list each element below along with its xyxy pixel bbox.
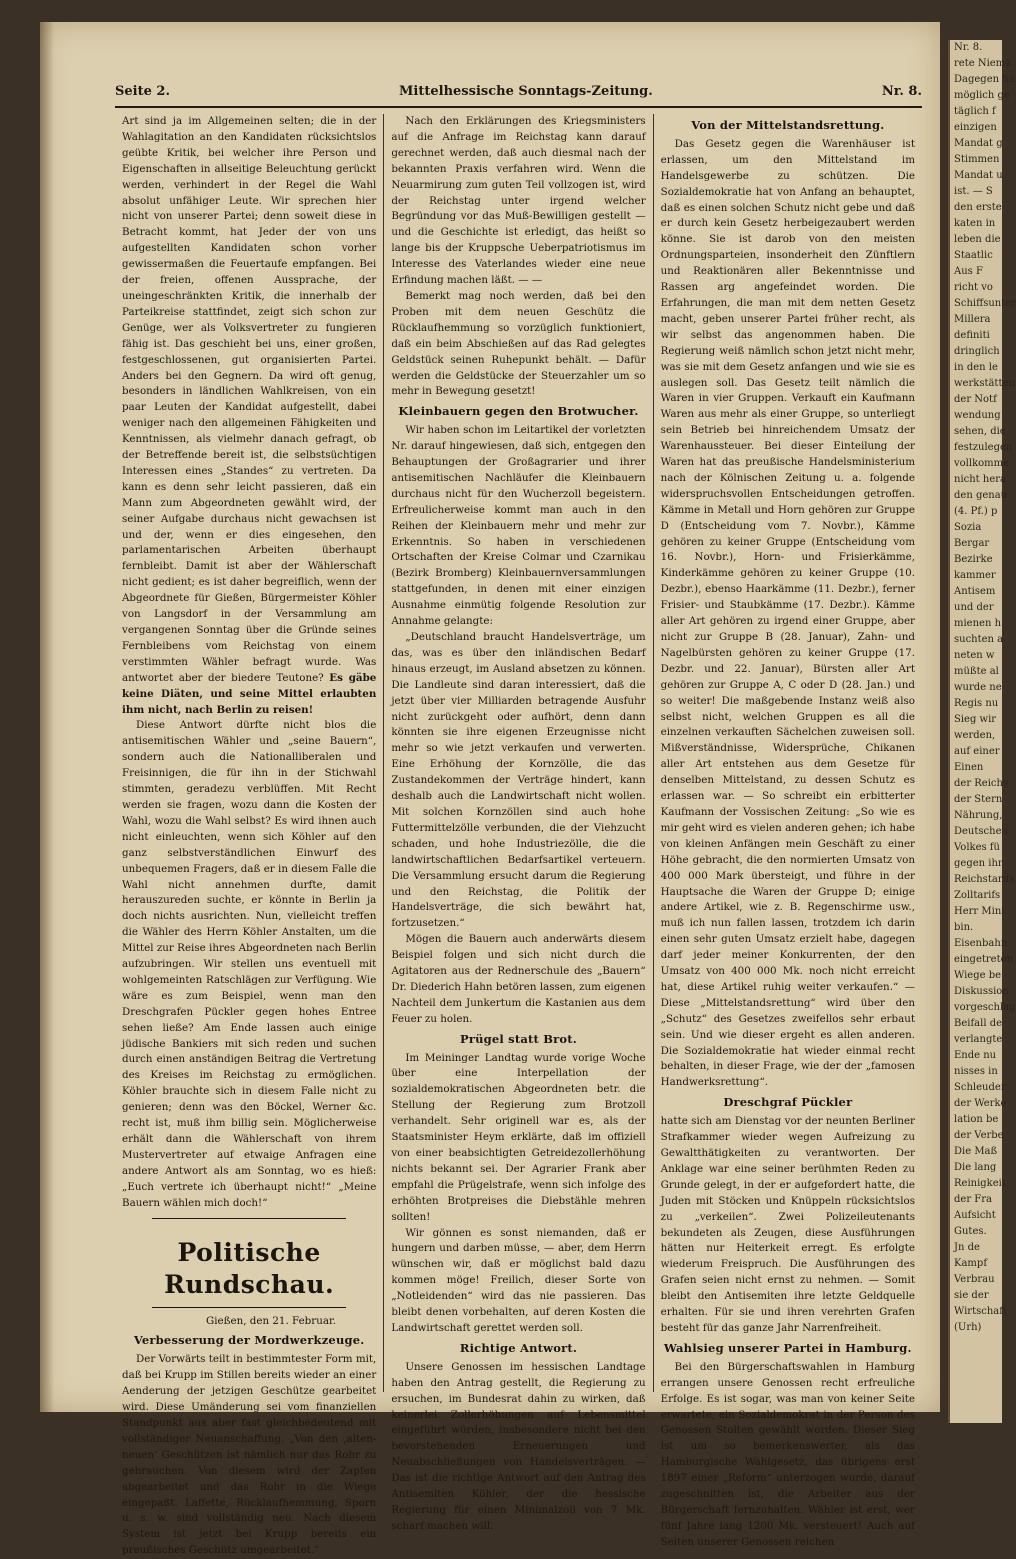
column-2 — [383, 114, 652, 1532]
section-rule — [152, 1307, 346, 1308]
edge-fragment: Sozia — [954, 522, 982, 533]
edge-fragment: Wirtschaft — [954, 1306, 1007, 1317]
edge-fragment: mienen h — [954, 618, 1002, 629]
edge-fragment: rete Niema — [954, 58, 1012, 69]
article-paragraph: Art sind ja im Allgemeinen selten; die in der Wahlagitation an den Kandidaten rücksichtslos geübte Kritik, bei welcher ihre Person und Eigenschaften in allseitige Beleuchtung gerückt werden, verhindert in der Regel die Wahl absolut unfähiger Leute. Wir sprechen hier nicht von unserer Partei; denn soweit diese in Betracht kommt, hat Jeder der von uns aufgestellten Kandidaten schon vorher gewissermaßen die Feuertaufe empfangen. Bei der freien, offenen Aussprache, der uneingeschränkten Kritik, die innerhalb der Parteikreise stattfindet, zeigt sich schon zur Genüge, wer als Volksvertreter zu fungieren fähig ist. Das geschieht bei uns, einer großen, festgeschlossenen, gut organisierten Partei. Anders bei den Gegnern. Da wird oft genug, besonders in ländlichen Wahlkreisen, von ein paar Leuten der Kandidat aufgestellt, dabei weniger nach den allgemeinen Fähigkeiten und Kenntnissen, als vielmehr danach gefragt, ob der Betreffende bereit ist, die selbstsüchtigen Interessen eines „Standes“ zu vertreten. Da kann es denn sehr leicht passieren, daß ein Mann zum Abgeordneten gewählt wird, der seiner Aufgabe durchaus nicht gewachsen ist und der, wenn er dies eingesehen, den parlamentarischen Arbeiten überhaupt fernbleibt. Damit ist aber der Wählerschaft nicht gedient; es ist daher begreiflich, wenn der Abgeordnete für Gießen, Bürgermeister Köhler von Langsdorf in der Versammlung am vergangenen Sonntag über die Gründe seines Fernbleibens vom Reichstag von einem verstimmten Wähler befragt wurde. Was antwortet aber der biedere Teutone? Es gäbe keine Diäten, und seine Mittel erlaubten ihm nicht, nach Berlin zu reisen! — [122, 115, 377, 716]
edge-fragment: Die Maß — [954, 1146, 998, 1157]
edge-fragment: ist. — S — [954, 186, 993, 197]
edge-fragment: Wiege be — [954, 970, 1002, 981]
edge-fragment: der Verbe — [954, 1130, 1004, 1141]
article-title: Kleinbauern gegen den Brotwucher. — [398, 404, 639, 419]
edge-fragment: Schiffsunter — [954, 298, 1016, 309]
edge-fragment: der Fra — [954, 1194, 992, 1205]
quote-bold: Es gäbe keine Diäten, und seine Mittel erlaubten ihm nicht, nach Berlin zu reisen! — [122, 671, 377, 716]
newspaper-title: Mittelhessische Sonntags-Zeitung. — [399, 83, 653, 99]
article-paragraph: hatte sich am Dienstag vor der neunten Berliner Strafkammer wieder wegen Aufreizung zu Gewaltthätigkeiten zu verantworten. Der Anklage war eine seiner berühmten Reden zu Grunde gelegt, in der er aufgefordert hatte, die Juden mit Stöcken und Knüppeln rücksichtslos zu „verkeilen“. Zwei Polizeileutenants bekundeten als Zeugen, diese Ausführungen hätten nur Heiterkeit erregt. Es erfolgte wiederum Freispruch. Die Ausführungen des Grafen seien nicht ernst zu nehmen. — Somit bleibt den Antisemiten ihre letzte Geldquelle erhalten. Für sie und ihren verehrten Grafen besteht für das ganze Jahr Narrenfreiheit. — [660, 1115, 915, 1334]
edge-fragment: Sieg wir — [954, 714, 997, 725]
edge-fragment: Bergar — [954, 538, 990, 549]
edge-fragment: Staatlic — [954, 250, 993, 261]
edge-fragment: müßte al — [954, 666, 999, 677]
edge-fragment: nicht hera — [954, 474, 1006, 485]
edge-fragment: gegen ihr — [954, 858, 1003, 869]
edge-fragment: Antisem — [954, 586, 996, 597]
edge-fragment: einzigen — [954, 122, 997, 133]
edge-fragment: Stimmen — [954, 154, 1000, 165]
edge-fragment: der Stern — [954, 794, 1003, 805]
edge-fragment: vorgeschlag — [954, 1002, 1016, 1013]
edge-fragment: vollkomme — [954, 458, 1010, 469]
edge-fragment: Einen — [954, 762, 984, 773]
edge-fragment: katen in — [954, 218, 996, 229]
edge-fragment: suchten a — [954, 634, 1004, 645]
article-paragraph: Bei den Bürgerschaftswahlen in Hamburg errangen unsere Genossen recht erfreuliche Erfolge. Es ist sogar, was man von keiner Seite erwartete, ein Sozialdemokrat in der Person des Genossen Stolten gewählt worden. Dieser Sieg ist um so bemerkenswerter, als das Hamburgische Wahlgesetz, das übrigens erst 1897 einer „Reform“ unterzogen wurde, darauf zugeschnitten ist, die Arbeiter aus der Bürgerschaft fernzuhalten. Wähler ist erst, wer fünf Jahre lang 1200 Mk. versteuert! Auch auf Seiten unserer Genossen reichen — [660, 1360, 915, 1548]
edge-fragment: der Reichs — [954, 778, 1009, 789]
edge-fragment: Herr Mini — [954, 906, 1005, 917]
article-paragraph: Nach den Erklärungen des Kriegsministers auf die Anfrage im Reichstag kann darauf gerechnet werden, daß auch diesmal nach der bekannten Praxis verfahren wird. Wenn die Neuarmirung zum guten Teil vollzogen ist, wird der Reichstag unter irgend welcher Begründung vor das Muß-Bewilligen gestellt — und die Geschichte ist erledigt, das heißt so lange bis der Kruppsche Ueberpatriotismus im Interesse des Vaterlandes wieder eine neue Erfindung machen läßt. — — — [391, 115, 646, 287]
edge-fragment: kammer — [954, 570, 996, 581]
header-rule — [115, 106, 922, 108]
edge-fragment: Ende nu — [954, 1050, 997, 1061]
edge-fragment: wendung — [954, 410, 1001, 421]
edge-fragment: Die lang — [954, 1162, 997, 1173]
article-title: Richtige Antwort. — [459, 1340, 578, 1355]
edge-fragment: festzulegen — [954, 442, 1013, 453]
article-title: Von der Mittelstandsrettung. — [691, 118, 885, 132]
edge-fragment: Verbrau — [954, 1274, 995, 1285]
edge-text-fragments — [950, 40, 1016, 1336]
edge-fragment: Zolltarifs — [954, 890, 1001, 901]
article-title: Verbesserung der Mordwerkzeuge. — [133, 1333, 365, 1348]
article-paragraph: Unsere Genossen im hessischen Landtage haben den Antrag gestellt, die Regierung zu ersuchen, im Bundesrat dahin zu wirken, daß keinerlei Zollerhöhungen auf Lebensmittel eingeführt würden, insbesondere nicht bei den bevorstehenden Erneuerungen und Neuabschließungen von Handelsverträgen. — Das ist die richtige Antwort auf den Antrag des Antisemiten Köhler, der die hessische Regierung für einen Minimalzoll von 7 Mk. scharf machen will. — [391, 1360, 646, 1532]
edge-fragment: möglich ge — [954, 90, 1010, 101]
edge-fragment: werden, — [954, 730, 996, 741]
edge-fragment: (4. Pf.) p — [954, 506, 998, 517]
article-paragraph: Wir haben schon im Leitartikel der vorletzten Nr. darauf hingewiesen, daß sich, entgegen den Behauptungen der Großagrarier und ihrer antisemitischen Nachläufer die Kleinbauern durchaus nicht für den Wucherzoll begeistern. Erfreulicherweise kommt man auch in den Reihen der Kleinbauern mehr und mehr zur Erkenntnis. So haben in verschiedenen Ortschaften der Kreise Colmar und Czarnikau (Bezirk Bromberg) Kleinbauernversammlungen stattgefunden, in denen mit einer einzigen Ausnahme einmütig folgende Resolution zur Annahme gelangte: — [391, 424, 646, 628]
edge-fragment: auf einer — [954, 746, 1000, 757]
edge-fragment: dringlich — [954, 346, 1000, 357]
article-paragraph: Diese Antwort dürfte nicht blos die antisemitischen Wähler und „seine Bauern“, sondern auch die Nationalliberalen und Freisinnigen, die für ihn in der Stichwahl stimmten, geradezu verblüffen. Mit Recht werden sie fragen, wozu dann die Kosten der Wahl, wozu die Wahl selbst? Es wird ihnen auch nicht einleuchten, wenn sich Köhler auf den ganz selbstverständlichen Einwurf des unbequemen Fragers, daß er in diesem Falle die Wahl nicht annehmen durfte, damit herauszureden suchte, er könnte in Berlin ja doch nichts ausrichten. Nun, vielleicht treffen die Wähler des Herrn Köhler Anstalten, um die Mittel zur Reise ihres Abgeordneten nach Berlin aufzubringen. Wir stellen uns eventuell mit wohlgemeinten Ratschlägen zur Verfügung. Wie wäre es zum Beispiel, wenn man den Dreschgrafen Pückler gegen hohes Entree sehen ließe? Am Ende lassen auch einige jüdische Bankiers mit sich reden und suchen durch einen anständigen Beitrag die Vertretung des Kreises im Reichstag zu ermöglichen. Köhler brauchte sich in diesem Falle nicht zu genieren; denn was den Böckel, Werner &c. recht ist, muß ihm billig sein. Möglicherweise erhält dann die Wählerschaft von ihrem Mustervertreter auf etwaige Anfragen eine andere Antwort als am Sonntag, wo es hieß: „Euch vertrete ich überhaupt nicht!“ „Meine Bauern wählen mich doch!“ — [122, 719, 377, 1209]
edge-fragment: den erste — [954, 202, 1002, 213]
edge-fragment: und der — [954, 602, 994, 613]
edge-fragment: (Urh) — [954, 1322, 982, 1333]
edge-fragment: lation be — [954, 1114, 999, 1125]
edge-fragment: werkstätten — [954, 378, 1015, 389]
edge-fragment: Schleuder — [954, 1082, 1006, 1093]
edge-fragment: Jn de — [954, 1242, 980, 1253]
edge-fragment: Mandat u — [954, 170, 1003, 181]
article-paragraph: Mögen die Bauern auch anderwärts diesem Beispiel folgen und sich nicht durch die Agitatoren aus der Rednerschule des „Bauern“ Dr. Diederich Hahn betören lassen, zum eigenen Nachteil dem Junkertum die Kastanien aus dem Feuer zu holen. — [391, 933, 646, 1025]
edge-fragment: täglich f — [954, 106, 996, 117]
article-paragraph: „Deutschland braucht Handelsverträge, um das, was es über den inländischen Bedarf hinaus erzeugt, im Ausland absetzen zu können. Die Landleute sind daran interessiert, daß die jetzt über vier Milliarden betragende Ausfuhr nicht zurückgeht oder aufhört, denn dann könnten sie ihre eigenen Erzeugnisse nicht mehr so wie jetzt verkaufen und verwerten. Eine Erhöhung der Kornzölle, die das Zustandekommen der Verträge hindert, kann deshalb auch die Landwirtschaft nicht wollen. Mit solchen Kornzöllen sind auch hohe Futtermittelzölle verbunden, die der Viehzucht schaden, und hohe Industriezölle, die die landwirtschaftlichen Bedarfsartikel verteuern. Die Versammlung ersucht darum die Regierung und den Reichstag, die Politik der Handelsverträge, die sich bewährt hat, fortzusetzen.“ — [391, 631, 646, 930]
edge-fragment: wurde ne — [954, 682, 1002, 693]
edge-fragment: Reichstarifs — [954, 874, 1015, 885]
edge-fragment: richt vo — [954, 282, 993, 293]
edge-fragment: Kampf — [954, 1258, 988, 1269]
edge-fragment: Dagegen ha — [954, 74, 1015, 85]
edge-fragment: Volkes fü — [954, 842, 1000, 853]
page-header — [115, 78, 922, 104]
edge-fragment: Nährung, — [954, 810, 1003, 821]
edge-fragment: der Werke — [954, 1098, 1007, 1109]
edge-fragment: Beifall de — [954, 1018, 1003, 1029]
article-paragraph: Im Meininger Landtag wurde vorige Woche über eine Interpellation der sozialdemokratischen Abgeordneten betr. die Stellung der Regierung zum Brotzoll verhandelt. Sehr originell war es, als der Staatsminister Heym erklärte, daß im offiziell von einer beabsichtigten Getreidezollerhöhung nichts bekannt sei. Der Agrarier Frank aber empfahl die Prügelstrafe, wenn sich infolge des erhöhten Brotpreises die Diebstähle mehren sollten! — [391, 1051, 646, 1223]
dateline: Gießen, den 21. Februar. — [206, 1314, 337, 1327]
edge-fragment: sie der — [954, 1290, 989, 1301]
edge-fragment: nisses in — [954, 1066, 998, 1077]
adjacent-page-edge — [948, 40, 1016, 1423]
edge-fragment: Aufsicht — [954, 1210, 996, 1221]
text-columns — [115, 114, 922, 1557]
article-paragraph: Der Vorwärts teilt in bestimmtester Form mit, daß bei Krupp im Stillen bereits wieder an einer Aenderung der jetzigen Geschütze gearbeitet wird. Diese Umänderung sei vom finanziellen Standpunkt aus aber fast gleichbedeutend mit vollständiger Neuanschaffung. „Von den ‚alten-neuen‘ Geschützen ist nämlich nur das Rohr zu gebrauchen. Von diesem wird der Zapfen abgearbeitet und das Rohr in die Wiege eingepaßt. Laffette, Rücklaufhemmung, Sporn u. s. w. sind vollständig neu. Nach diesem System ist jetzt bei Krupp bereits ein preußisches Geschütz umgearbeitet.“ — [122, 1353, 377, 1557]
article-title: Prügel statt Brot. — [459, 1031, 577, 1046]
edge-fragment: Mandat g — [954, 138, 1003, 149]
section-rule — [152, 1218, 346, 1219]
edge-fragment: Millera — [954, 314, 991, 325]
edge-fragment: bin. — [954, 922, 974, 933]
edge-fragment: Eisenbahn — [954, 938, 1008, 949]
edge-fragment: in den le — [954, 362, 998, 373]
edge-fragment: verlangte — [954, 1034, 1003, 1045]
column-3 — [653, 114, 922, 1548]
issue-number: Nr. 8. — [881, 83, 922, 99]
edge-fragment: der Notf — [954, 394, 997, 405]
article-paragraph: Das Gesetz gegen die Warenhäuser ist erlassen, um den Mittelstand im Handelsgewerbe zu schützen. Die Sozialdemokratie hat von Anfang an behauptet, daß es einen solchen Schutz nicht gebe und daß er durch kein Gesetz herbeigezaubert werden könne. Sie ist darob von den meisten Ordnungsparteien, insonderheit den Zünftlern und Reaktionären aller Bekenntnisse und Rassen arg angefeindet worden. Die Erfahrungen, die man mit dem netten Gesetz macht, geben unserer Partei früher recht, als wir selbst das angenommen haben. Die Regierung weiß nämlich schon jetzt nicht mehr, was sie mit dem Gesetz anfangen und wie sie es auslegen soll. Das Gesetz teilt nämlich die Waren in vier Gruppen. Verkauft ein Kaufmann Waren aus mehr als einer Gruppe, so unterliegt sein Betrieb bei hinreichendem Umsatz der Warenhaussteuer. Bei dieser Einteilung der Waren hat das preußische Handelsministerium nach der Kölnischen Zeitung u. a. folgende widerspruchsvollen Entscheidungen getroffen. Kämme in Metall und Horn gehören zur Gruppe D (Entscheidung vom 7. Novbr.), Kämme gehören zu keiner Gruppe (Entscheidung vom 16. Novbr.), Horn- und Frisierkämme, Kinderkämme gehören zu keiner Gruppe (10. Dezbr.), ebenso Haarkämme (11. Dezbr.), ferner Frisier- und Staubkämme (17. Dezbr.). Kämme aller Art gehören zu irgend einer Gruppe, aber nicht zur Gruppe B (28. Januar), Zahn- und Nagelbürsten gehören zu keiner Gruppe (17. Dezbr. und 22. Januar), Bürsten aller Art gehören zur Gruppe A, C oder D (28. Jan.) und so weiter! Die maßgebende Instanz weiß also selbst nicht, welchen Gruppen es all die einzelnen verkauften Sächelchen zuweisen soll. Mißverständnisse, Widersprüche, Chikanen aller Art entstehen aus dem Gesetze für denselben Mittelstand, zu dessen Schutz es erlassen war. — So schreibt ein erbitterter Kaufmann der Vossischen Zeitung: „So wie es mir geht wird es vielen anderen gehen; ich habe von kleinen Anfängen mein Geschäft zu einer Höhe gebracht, die den normierten Umsatz von 400 000 Mark übersteigt, und führe in der Hauptsache die Waren der Gruppe D; einige andere Artikel, wie z. B. Regenschirme usw., muß ich nun fallen lassen, trotzdem ich darin einen sehr guten Umsatz erzielt habe, dagegen darf jeder meiner Konkurrenten, der den Umsatz von 400 000 Mk. noch nicht erreicht hat, diese Artikel ruhig weiter verkaufen.“ — Diese „Mittelstandsrettung“ wird über den „Schutz“ des Gesetzes zweifellos sehr erbaut sein. Und wie dieser ergeht es allen anderen. Die Sozialdemokratie hat wieder einmal recht behalten, in dieser Frage, wie der der „famosen Handwerksrettung“. — [660, 137, 915, 1089]
edge-fragment: Aus F — [954, 266, 983, 277]
section-heading-politische-rundschau: Politische Rundschau. — [164, 1237, 335, 1299]
edge-fragment: Diskussion — [954, 986, 1009, 997]
page-number: Seite 2. — [115, 83, 170, 99]
article-paragraph: Bemerkt mag noch werden, daß bei den Proben mit dem neuen Geschütz die Rücklaufhemmung so vorzüglich funktioniert, daß ein beim Abschießen auf das Rad gelegtes Geldstück seinen Ruhepunkt behält. — Dafür werden die Geldstücke der Steuerzahler um so mehr in Bewegung gesetzt! — [391, 289, 646, 398]
edge-fragment: definiti — [954, 330, 990, 341]
edge-fragment: Gutes. — [954, 1226, 987, 1237]
edge-fragment: sehen, die — [954, 426, 1006, 437]
edge-fragment: Deutschen — [954, 826, 1008, 837]
article-title: Wahlsieg unserer Partei in Hamburg. — [663, 1340, 912, 1355]
column-1 — [115, 114, 383, 1557]
edge-fragment: Regis nu — [954, 698, 999, 709]
edge-fragment: Nr. 8. — [954, 42, 983, 53]
edge-fragment: eingetreten — [954, 954, 1013, 965]
edge-fragment: Bezirke — [954, 554, 993, 565]
edge-fragment: den genau — [954, 490, 1008, 501]
edge-fragment: Reinigkeit — [954, 1178, 1006, 1189]
article-paragraph: Wir gönnen es sonst niemanden, daß er hungern und darben müsse, — aber, dem Herrn wünschen wir, daß er möglichst bald dazu kommen möge! Freilich, dieser Sorte von „Notleidenden“ wird das nie passieren. Das bleibt denen vorbehalten, auf deren Kosten die Landwirtschaft gerettet werden soll. — [391, 1226, 646, 1334]
newspaper-page — [40, 22, 940, 1557]
article-title: Dreschgraf Pückler — [723, 1095, 853, 1110]
edge-fragment: leben die — [954, 234, 1001, 245]
edge-fragment: neten w — [954, 650, 995, 661]
